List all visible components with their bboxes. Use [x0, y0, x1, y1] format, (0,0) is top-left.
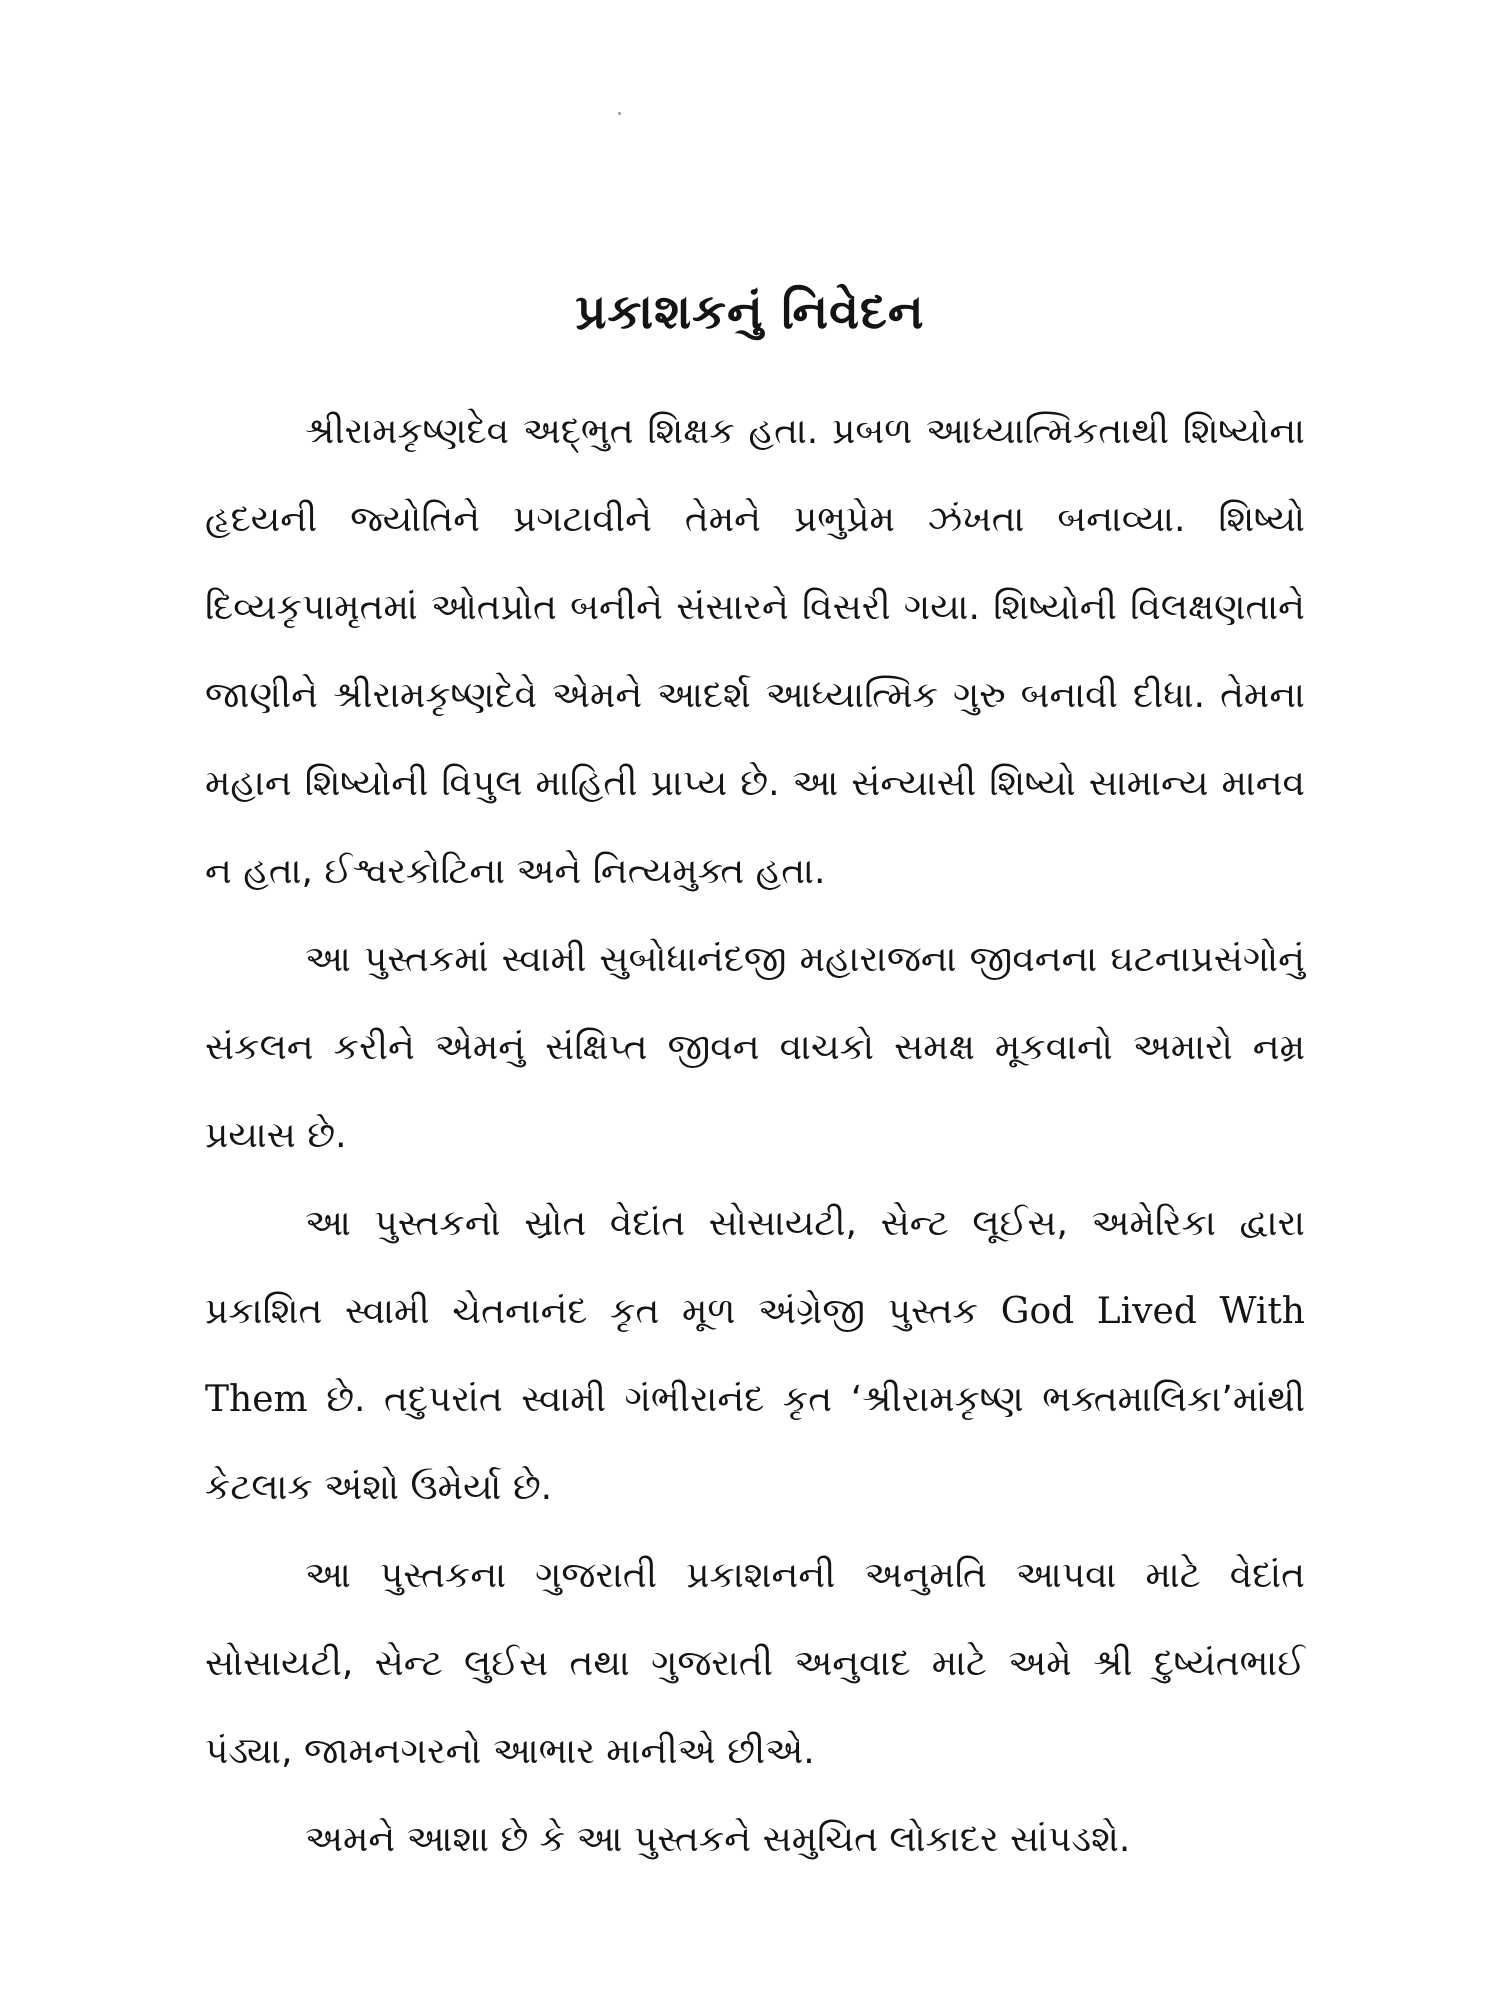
- paragraph-4: આ પુસ્તકના ગુજરાતી પ્રકાશનની અનુમતિ આપવા માટે વેદાંત સોસાયટી, સેન્ટ લુઈસ તથા ગુજરાતી અનુવાદ માટે અમે શ્રી દુષ્યંતભાઈ પંડ્યા, જામનગરનો આભાર માનીએ છીએ.: [205, 1555, 1305, 1772]
- english-book-title: God Lived With Them: [205, 1291, 1305, 1420]
- paragraph-2: આ પુસ્તકમાં સ્વામી સુબોધાનંદજી મહારાજના જીવનના ઘટનાપ્રસંગોનું સંકલન કરીને એમનું સંક્ષિપ્ત જીવન વાચકો સમક્ષ મૂકવાનો અમારો નમ્ર પ્રયાસ છે.: [205, 939, 1305, 1156]
- body-text: [205, 388, 1305, 1884]
- paragraph-5: અમને આશા છે કે આ પુસ્તકને સમુચિત લોકાદર સાંપડશે.: [305, 1819, 1131, 1860]
- paragraph-3: [205, 1180, 1305, 1532]
- scan-speck: [618, 112, 621, 115]
- paragraph-3-text-before: આ પુસ્તકનો સ્રોત વેદાંત સોસાયટી, સેન્ટ લૂઈસ, અમેરિકા દ્વારા પ્રકાશિત સ્વામી ચેતનાનંદ કૃત મૂળ અંગ્રેજી પુસ્તક: [205, 1203, 1305, 1332]
- paragraph-3-text-after: છે. તદુપરાંત સ્વામી ગંભીરાનંદ કૃત ‘શ્રીરામકૃષ્ણ ભક્તમાલિકા’માંથી કેટલાક અંશો ઉમેર્યા છે.: [205, 1379, 1305, 1508]
- page-title: પ્રકાશકનું નિવેદન: [575, 284, 925, 341]
- paragraph-1: શ્રીરામકૃષ્ણદેવ અદ્ભુત શિક્ષક હતા. પ્રબળ આધ્યાત્મિકતાથી શિષ્યોના હૃદયની જ્યોતિને પ્રગટાવીને તેમને પ્રભુપ્રેમ ઝંખતા બનાવ્યા. શિષ્યો દિવ્યકૃપામૃતમાં ઓતપ્રોત બનીને સંસારને વિસરી ગયા. શિષ્યોની વિલક્ષણતાને જાણીને શ્રીરામકૃષ્ણદેવે એમને આદર્શ આધ્યાત્મિક ગુરુ બનાવી દીધા. તેમના મહાન શિષ્યોની વિપુલ માહિતી પ્રાપ્ય છે. આ સંન્યાસી શિષ્યો સામાન્ય માનવ ન હતા, ઈશ્વરકોટિના અને નિત્યમુક્ત હતા.: [205, 411, 1305, 892]
